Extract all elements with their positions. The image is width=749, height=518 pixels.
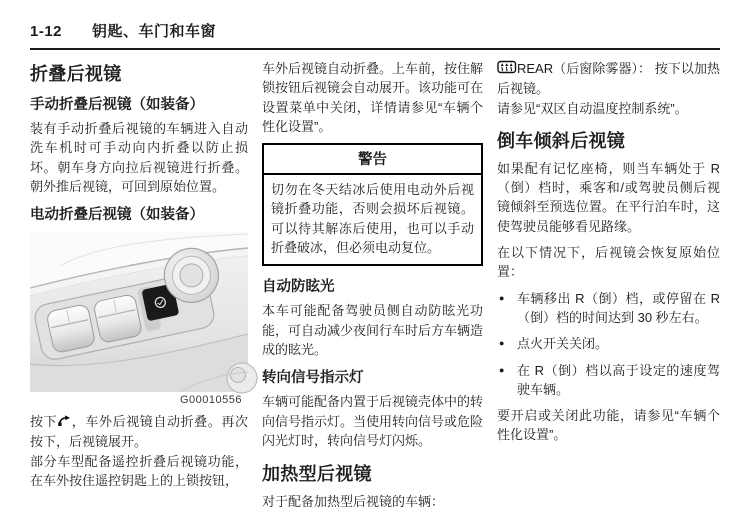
paragraph-remote-fold: 部分车型配备遥控折叠后视镜功能，在车外按住遥控钥匙上的上锁按钮， <box>30 453 248 489</box>
subheading-power-folding: 电动折叠后视镜（如装备） <box>30 207 204 224</box>
paragraph-see-also: 请参见“双区自动温度控制系统”。 <box>497 100 688 116</box>
running-header <box>30 20 720 41</box>
bullet-marker: ● <box>499 364 505 375</box>
paragraph-antiglare: 本车可能配备驾驶员侧自动防眩光功能，可自动减少夜间行车时后方车辆造成的眩光。 <box>262 303 484 357</box>
subheading-antiglare: 自动防眩光 <box>262 279 335 296</box>
warning-body: 切勿在冬天结冰后使用电动外后视镜折叠功能，否则会损坏后视镜。可以待其解冻后使用，也可以手动折叠破冰，但必须电动复位。 <box>271 182 474 256</box>
section-heading-reverse-tilt: 倒车倾斜后视镜 <box>497 130 626 151</box>
subheading-manual-folding: 手动折叠后视镜（如装备） <box>30 97 204 113</box>
list-item: ● 在 R（倒）档以高于设定的速度驾驶车辆。 <box>497 361 720 400</box>
door-controls-photo <box>30 232 248 392</box>
paragraph-tilt-1: 如果配有记忆座椅，则当车辆处于 R（倒）档时，乘客和/或驾驶员侧后视镜倾斜至预选位置。在平行泊车时，这使驾驶员能够看见路缘。 <box>497 160 720 234</box>
three-column-layout <box>30 59 720 518</box>
paragraph-heated: 对于配备加热型后视镜的车辆： <box>262 494 445 510</box>
subheading-turn-signal: 转向信号指示灯 <box>262 370 364 387</box>
mirror-fold-icon <box>57 413 71 432</box>
section-heading-heated-mirrors: 加热型后视镜 <box>262 464 372 485</box>
paragraph-auto-fold: 车外后视镜自动折叠。上车前，按住解锁按钮后视镜会自动展开。该功能可在设置菜单中关闭，详情请参见“车辆个性化设置”。 <box>262 61 484 134</box>
bullet-marker: ● <box>499 338 505 349</box>
list-item: ● 车辆移出 R（倒）档，或停留在 R（倒）档的时间达到 30 秒左右。 <box>497 289 720 328</box>
paragraph-tilt-2: 在以下情况下，后视镜会恢复原始位置： <box>497 245 720 280</box>
bullet-marker: ● <box>499 292 505 303</box>
warning-box <box>262 143 483 266</box>
warning-title: 警告 <box>264 145 481 175</box>
chapter-title: 钥匙、车门和车窗 <box>92 23 217 40</box>
page-number: 1-12 <box>30 23 63 40</box>
paragraph-manual-folding: 装有手动折叠后视镜的车辆进入自动洗车机时可手动向内折叠以防止损坏。朝车身方向拉后视镜进行折叠。朝外推后视镜，可回到原始位置。 <box>30 121 248 194</box>
list-item: ● 点火开关关闭。 <box>497 334 720 353</box>
tilt-reset-bullet-list <box>497 289 720 399</box>
section-heading-folding-mirrors: 折叠后视镜 <box>30 64 122 84</box>
paragraph-press-fold: 按下 ，车外后视镜自动折叠。再次按下，后视镜展开。 <box>30 414 248 450</box>
paragraph-turn-signal: 车辆可能配备内置于后视镜壳体中的转向信号指示灯。当使用转向信号或危险闪光灯时，转向信号灯闪烁。 <box>262 394 484 448</box>
figure-caption: G00010556 <box>180 394 242 407</box>
column-3 <box>497 59 720 518</box>
column-1 <box>30 59 248 518</box>
figure-door-controls <box>30 232 248 406</box>
paragraph-defogger: REAR（后窗除雾器）： 按下以加热后视镜。 <box>497 61 720 97</box>
column-2 <box>262 59 483 518</box>
paragraph-enable-disable: 要开启或关闭此功能，请参见“车辆个性化设置”。 <box>497 408 720 443</box>
header-rule <box>30 48 720 50</box>
rear-defogger-icon <box>497 60 517 79</box>
